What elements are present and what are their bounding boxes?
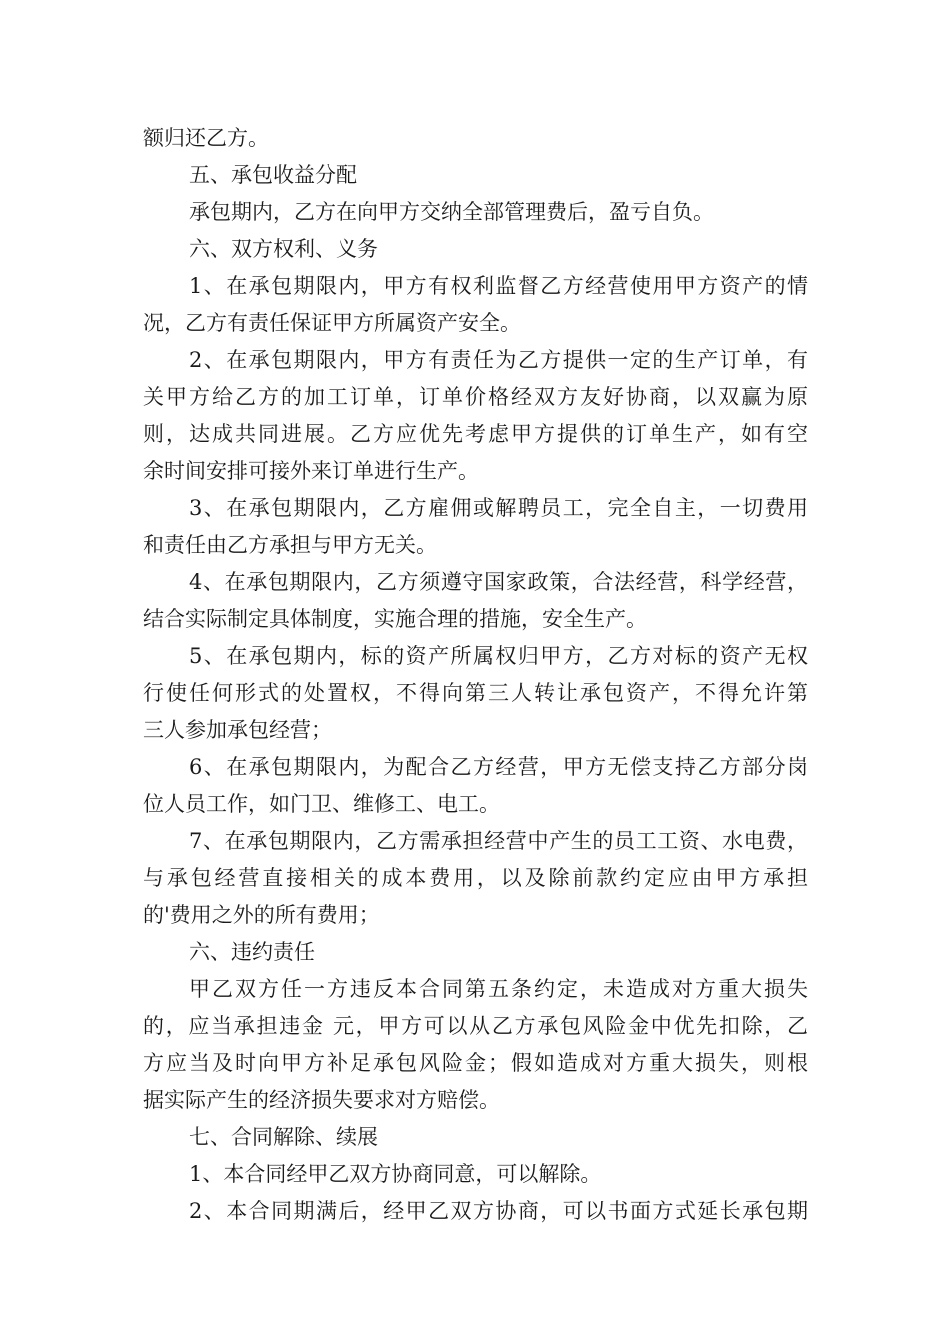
text-line: 5、在承包期内，标的资产所属权归甲方，乙方对标的资产无权 [189,644,808,668]
text-line: 的'费用之外的所有费用； [143,903,380,927]
text-line: 五、承包收益分配 [189,163,357,187]
document-body [143,120,808,1230]
text-line: 1、本合同经甲乙双方协商同意，可以解除。 [189,1162,602,1186]
text-line: 方应当及时向甲方补足承包风险金；假如造成对方重大损失，则根 [143,1051,808,1075]
text-line: 3、在承包期限内，乙方雇佣或解聘员工，完全自主，一切费用 [189,496,808,520]
text-line: 与承包经营直接相关的成本费用，以及除前款约定应由甲方承担 [143,866,808,890]
text-line: 6、在承包期限内，为配合乙方经营，甲方无偿支持乙方部分岗 [189,755,808,779]
text-line: 和责任由乙方承担与甲方无关。 [143,533,437,557]
text-line: 据实际产生的经济损失要求对方赔偿。 [143,1088,500,1112]
text-line: 六、双方权利、义务 [189,237,378,261]
text-line: 的，应当承担违金 元，甲方可以从乙方承包风险金中优先扣除，乙 [143,1014,808,1038]
text-line: 1、在承包期限内，甲方有权利监督乙方经营使用甲方资产的情 [189,274,808,298]
text-line: 行使任何形式的处置权，不得向第三人转让承包资产，不得允许第 [143,681,808,705]
text-line: 七、合同解除、续展 [189,1125,378,1149]
text-line: 4、在承包期限内，乙方须遵守国家政策，合法经营，科学经营， [189,570,808,594]
text-line: 关甲方给乙方的加工订单，订单价格经双方友好协商，以双赢为原 [143,385,808,409]
text-line: 则，达成共同进展。乙方应优先考虑甲方提供的订单生产，如有空 [143,422,808,446]
text-line: 结合实际制定具体制度，实施合理的措施，安全生产。 [143,607,647,631]
text-line: 额归还乙方。 [143,126,269,150]
text-line: 余时间安排可接外来订单进行生产。 [143,459,479,483]
text-line: 六、违约责任 [189,940,315,964]
text-line: 2、本合同期满后，经甲乙双方协商，可以书面方式延长承包期 [189,1199,808,1223]
text-line: 7、在承包期限内，乙方需承担经营中产生的员工工资、水电费， [189,829,808,853]
text-line: 承包期内，乙方在向甲方交纳全部管理费后，盈亏自负。 [189,200,714,224]
text-line: 2、在承包期限内，甲方有责任为乙方提供一定的生产订单，有 [189,348,808,372]
text-line: 况，乙方有责任保证甲方所属资产安全。 [143,311,521,335]
text-line: 三人参加承包经营； [143,718,332,742]
text-line: 甲乙双方任一方违反本合同第五条约定，未造成对方重大损失 [189,977,808,1001]
text-line: 位人员工作，如门卫、维修工、电工。 [143,792,500,816]
